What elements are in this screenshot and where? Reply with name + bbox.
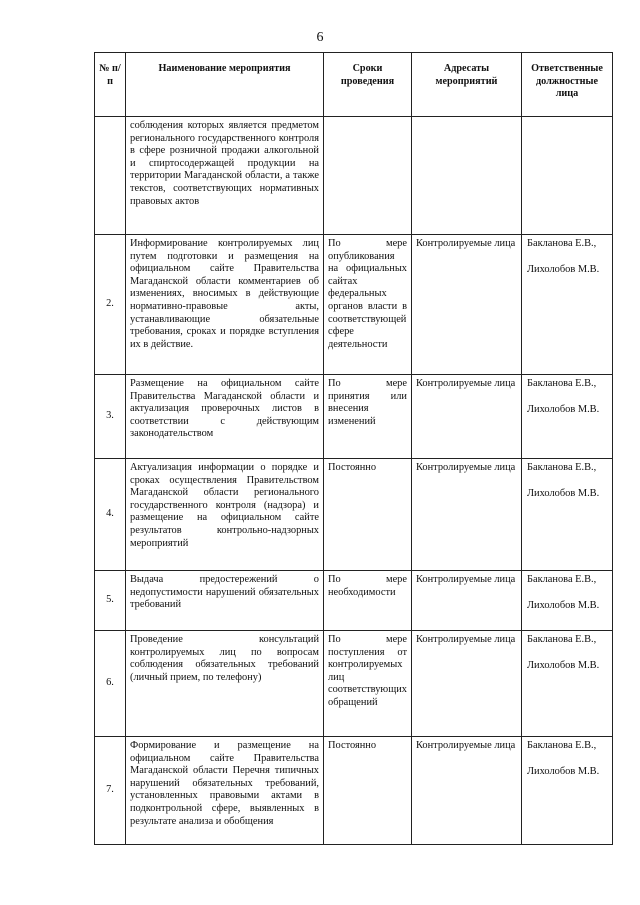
responsible-person: Лихолобов М.В. xyxy=(527,765,600,777)
header-responsible: Ответственные должностные лица xyxy=(522,53,613,117)
row-name: Размещение на официальном сайте Правительства Магаданской области и актуализация проверочных листов в соответствии с действующим законодательством xyxy=(126,375,324,459)
row-responsible xyxy=(522,571,613,631)
responsible-person: Лихолобов М.В. xyxy=(527,599,600,611)
table-row xyxy=(95,235,613,375)
header-name: Наименование мероприятия xyxy=(126,53,324,117)
responsible-person: Бакланова Е.В., xyxy=(527,634,597,645)
table-row xyxy=(95,737,613,845)
row-responsible xyxy=(522,631,613,737)
header-num: № п/п xyxy=(95,53,126,117)
responsible-person: Лихолобов М.В. xyxy=(527,487,600,499)
row-name: Информирование контролируемых лиц путем подготовки и размещения на официальном сайте Правительства Магаданской области комментариев об изменениях, вносимых в действующие нормативно-правовые акты, устанавливающие обязательные требования, сроках и порядке вступления их в действие. xyxy=(126,235,324,375)
row-name: Выдача предостережений о недопустимости нарушений обязательных требований xyxy=(126,571,324,631)
row-num: 5. xyxy=(95,571,126,631)
row-term: Постоянно xyxy=(324,737,412,845)
responsible-person: Бакланова Е.В., xyxy=(527,238,597,249)
row-name: Актуализация информации о порядке и сроках осуществления Правительством Магаданской области регионального государственного контроля (надзора) и размещение на официальном сайте результатов контрольно-надзорных мероприятий xyxy=(126,459,324,571)
row-term: Постоянно xyxy=(324,459,412,571)
table-row xyxy=(95,631,613,737)
table-row xyxy=(95,117,613,235)
header-addressees: Адресаты мероприятий xyxy=(412,53,522,117)
row-name: соблюдения которых является предметом регионального государственного контроля в сфере розничной продажи алкогольной и спиртосодержащей продукции на территории Магаданской области, а также текстов, соответствующих нормативных правовых актов xyxy=(126,117,324,235)
row-addressees xyxy=(412,117,522,235)
responsible-person: Лихолобов М.В. xyxy=(527,403,600,415)
row-name: Проведение консультаций контролируемых лиц по вопросам соблюдения обязательных требований (личный прием, по телефону) xyxy=(126,631,324,737)
page-number: 6 xyxy=(316,30,324,45)
row-responsible xyxy=(522,375,613,459)
row-responsible xyxy=(522,117,613,235)
responsible-person: Бакланова Е.В., xyxy=(527,740,597,751)
table-header-row xyxy=(95,53,613,117)
row-responsible xyxy=(522,459,613,571)
table-row xyxy=(95,459,613,571)
row-num: 7. xyxy=(95,737,126,845)
row-name: Формирование и размещение на официальном сайте Правительства Магаданской области Перечня типичных нарушений обязательных требований, установленных правовыми актами в подконтрольной сфере, выявленных в результате анализа и обобщения xyxy=(126,737,324,845)
responsible-person: Бакланова Е.В., xyxy=(527,378,597,389)
row-responsible xyxy=(522,737,613,845)
row-addressees: Контролируемые лица xyxy=(412,571,522,631)
row-num: 4. xyxy=(95,459,126,571)
responsible-person: Бакланова Е.В., xyxy=(527,574,597,585)
row-num: 6. xyxy=(95,631,126,737)
row-term xyxy=(324,117,412,235)
header-term: Сроки проведения xyxy=(324,53,412,117)
row-addressees: Контролируемые лица xyxy=(412,375,522,459)
row-addressees: Контролируемые лица xyxy=(412,737,522,845)
responsible-person: Лихолобов М.В. xyxy=(527,659,600,671)
row-term: По мере поступления от контролируемых лиц соответствующих обращений xyxy=(324,631,412,737)
row-term: По мере необходимости xyxy=(324,571,412,631)
row-term: По мере опубликования на официальных сайтах федеральных органов власти в соответствующей сфере деятельности xyxy=(324,235,412,375)
events-table xyxy=(94,52,613,845)
row-num xyxy=(95,117,126,235)
row-num: 2. xyxy=(95,235,126,375)
responsible-person: Бакланова Е.В., xyxy=(527,462,597,473)
table-row xyxy=(95,375,613,459)
table-row xyxy=(95,571,613,631)
row-num: 3. xyxy=(95,375,126,459)
row-addressees: Контролируемые лица xyxy=(412,459,522,571)
row-responsible xyxy=(522,235,613,375)
responsible-person: Лихолобов М.В. xyxy=(527,263,600,275)
row-term: По мере принятия или внесения изменений xyxy=(324,375,412,459)
row-addressees: Контролируемые лица xyxy=(412,631,522,737)
row-addressees: Контролируемые лица xyxy=(412,235,522,375)
